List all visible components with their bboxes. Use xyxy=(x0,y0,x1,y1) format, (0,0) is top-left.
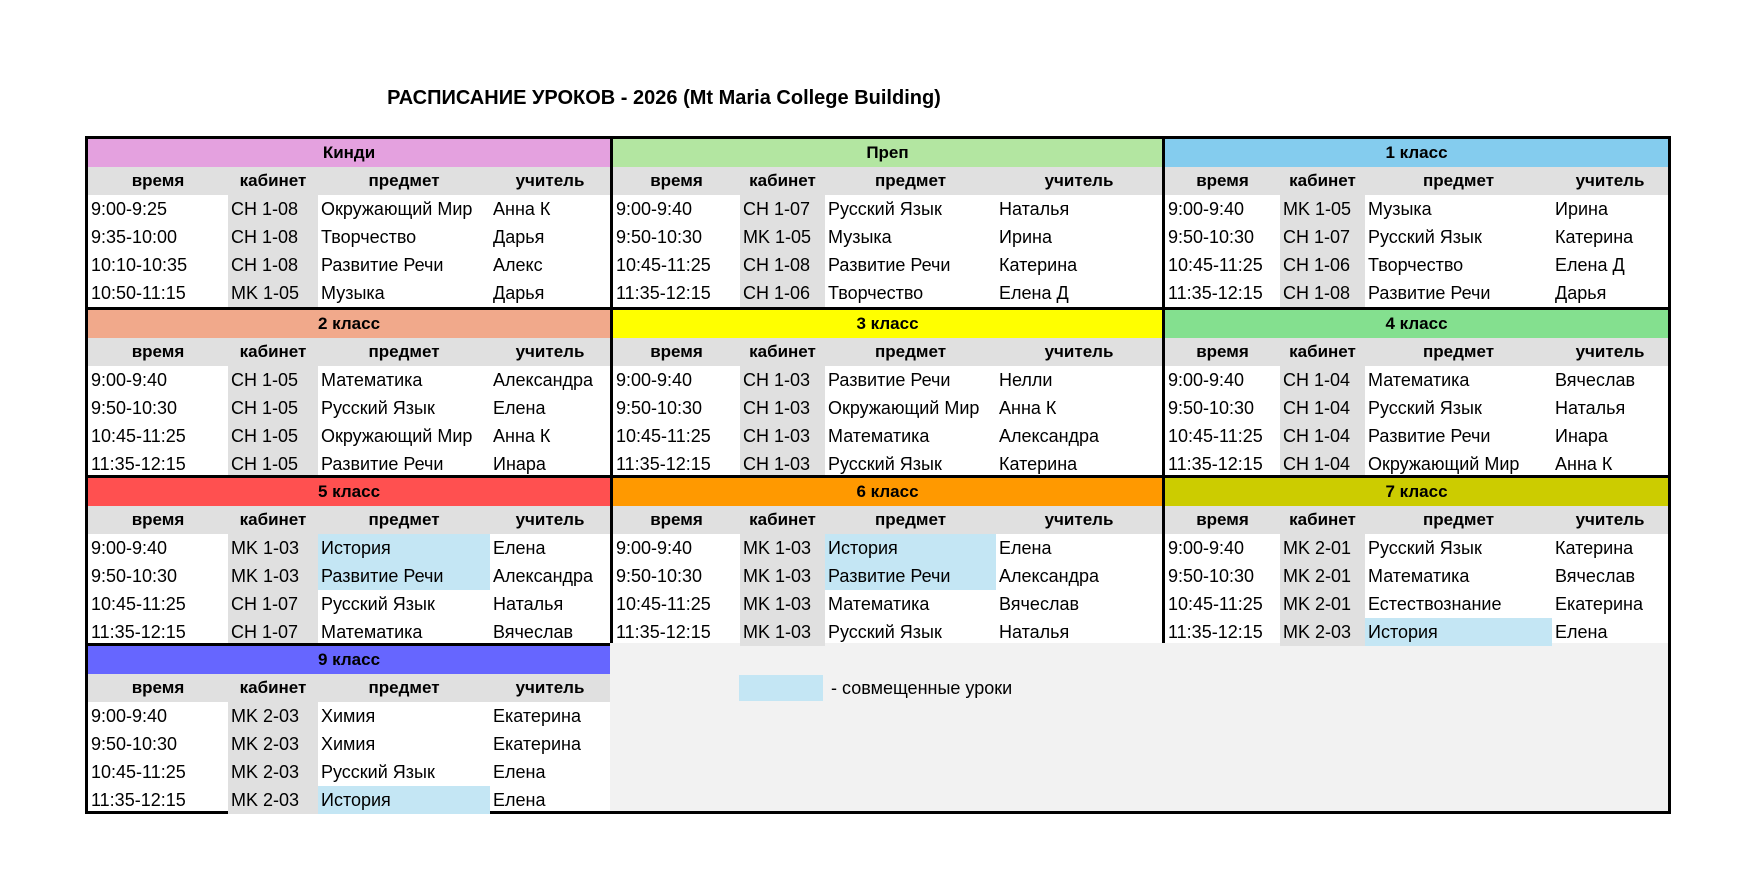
time-cell: 10:45-11:25 xyxy=(1168,255,1263,275)
room-cell: MK 2-03 xyxy=(228,786,318,814)
room-cell: MK 2-03 xyxy=(228,730,318,758)
class-block xyxy=(610,307,1162,475)
class-header: 3 класс xyxy=(613,310,1162,338)
subject-cell: Творчество xyxy=(828,283,924,303)
subject-cell: Русский Язык xyxy=(321,762,435,782)
table-row xyxy=(1165,450,1668,478)
teacher-cell: Катерина xyxy=(999,255,1078,275)
room-cell: MK 1-03 xyxy=(740,618,825,646)
room-cell: CH 1-03 xyxy=(740,366,825,394)
subject-cell: Музыка xyxy=(321,283,385,303)
table-row xyxy=(613,618,1162,646)
class-header: 5 класс xyxy=(88,478,610,506)
subject-cell: Математика xyxy=(1368,370,1470,390)
teacher-cell: Александра xyxy=(493,370,594,390)
column-header-row xyxy=(1165,506,1668,534)
column-header: кабинет xyxy=(239,678,307,697)
teacher-cell: Анна К xyxy=(999,398,1057,418)
class-block xyxy=(88,307,610,475)
subject-cell: Русский Язык xyxy=(321,594,435,614)
time-cell: 11:35-12:15 xyxy=(616,622,711,642)
table-row xyxy=(1165,590,1668,618)
column-header: время xyxy=(1196,342,1249,361)
time-cell: 9:00-9:40 xyxy=(91,706,168,726)
column-header: предмет xyxy=(1422,171,1495,190)
time-cell: 11:35-12:15 xyxy=(91,790,186,810)
table-row xyxy=(88,251,610,279)
subject-cell: Математика xyxy=(828,426,930,446)
room-cell: CH 1-05 xyxy=(228,450,318,478)
time-cell: 9:50-10:30 xyxy=(1168,227,1255,247)
subject-cell: Химия xyxy=(321,706,376,726)
column-header: учитель xyxy=(515,678,585,697)
column-header: кабинет xyxy=(239,342,307,361)
table-row xyxy=(613,366,1162,394)
column-header: кабинет xyxy=(1289,171,1356,190)
column-header: предмет xyxy=(1422,510,1495,529)
time-cell: 9:50-10:30 xyxy=(91,566,178,586)
room-cell: CH 1-04 xyxy=(1280,394,1365,422)
legend-text: - совмещенные уроки xyxy=(831,677,1013,698)
table-row xyxy=(88,223,610,251)
teacher-cell: Елена xyxy=(999,538,1052,558)
class-block xyxy=(1162,139,1668,307)
class-header: 7 класс xyxy=(1165,478,1668,506)
room-cell: MK 1-03 xyxy=(228,562,318,590)
teacher-cell: Дарья xyxy=(1555,283,1607,303)
column-header: учитель xyxy=(1044,510,1114,529)
schedule-grid xyxy=(85,136,1671,814)
table-row xyxy=(88,786,610,814)
subject-cell: Окружающий Мир xyxy=(321,426,473,446)
table-row xyxy=(613,394,1162,422)
table-row xyxy=(1165,394,1668,422)
time-cell: 9:50-10:30 xyxy=(616,398,703,418)
room-cell: CH 1-08 xyxy=(228,223,318,251)
table-row xyxy=(613,422,1162,450)
subject-cell: Естествознание xyxy=(1368,594,1502,614)
column-header: кабинет xyxy=(1289,510,1356,529)
column-header-row xyxy=(1165,338,1668,366)
subject-cell: Русский Язык xyxy=(1368,538,1482,558)
teacher-cell: Александра xyxy=(493,566,594,586)
subject-cell: Развитие Речи xyxy=(828,370,951,390)
teacher-cell: Инара xyxy=(493,454,546,474)
subject-cell: Развитие Речи xyxy=(1368,283,1491,303)
column-header-row xyxy=(88,674,610,702)
column-header: кабинет xyxy=(749,510,816,529)
teacher-cell: Екатерина xyxy=(1555,594,1643,614)
column-header-row xyxy=(88,167,610,195)
time-cell: 9:50-10:30 xyxy=(1168,398,1255,418)
subject-cell: История xyxy=(1365,618,1552,646)
teacher-cell: Вячеслав xyxy=(1555,566,1636,586)
column-header: время xyxy=(650,510,703,529)
table-row xyxy=(88,450,610,478)
room-cell: CH 1-08 xyxy=(228,251,318,279)
room-cell: CH 1-08 xyxy=(1280,279,1365,307)
room-cell: CH 1-07 xyxy=(228,590,318,618)
column-header: учитель xyxy=(1575,171,1645,190)
room-cell: CH 1-03 xyxy=(740,394,825,422)
teacher-cell: Ирина xyxy=(1555,199,1608,219)
table-row xyxy=(1165,251,1668,279)
time-cell: 9:00-9:25 xyxy=(91,199,168,219)
room-cell: MK 1-03 xyxy=(740,534,825,562)
table-row xyxy=(88,422,610,450)
time-cell: 9:00-9:40 xyxy=(616,538,693,558)
table-row xyxy=(613,562,1162,590)
subject-cell: Химия xyxy=(321,734,376,754)
table-row xyxy=(1165,618,1668,646)
time-cell: 10:45-11:25 xyxy=(91,426,186,446)
subject-cell: Творчество xyxy=(321,227,417,247)
time-cell: 10:45-11:25 xyxy=(91,594,186,614)
column-header: предмет xyxy=(368,171,440,190)
class-header: 6 класс xyxy=(613,478,1162,506)
column-header: время xyxy=(131,342,185,361)
subject-cell: История xyxy=(318,786,490,814)
subject-cell: Развитие Речи xyxy=(318,562,490,590)
class-block xyxy=(610,475,1162,643)
column-header: предмет xyxy=(368,510,440,529)
table-row xyxy=(1165,195,1668,223)
time-cell: 9:00-9:40 xyxy=(1168,199,1245,219)
time-cell: 11:35-12:15 xyxy=(91,622,186,642)
room-cell: MK 2-03 xyxy=(1280,618,1365,646)
time-cell: 9:00-9:40 xyxy=(91,370,168,390)
time-cell: 11:35-12:15 xyxy=(1168,454,1263,474)
column-header-row xyxy=(1165,167,1668,195)
legend xyxy=(739,674,1012,702)
subject-cell: Русский Язык xyxy=(828,454,942,474)
time-cell: 9:00-9:40 xyxy=(1168,538,1245,558)
subject-cell: Русский Язык xyxy=(321,398,435,418)
teacher-cell: Дарья xyxy=(493,227,545,247)
teacher-cell: Катерина xyxy=(1555,227,1634,247)
subject-cell: Русский Язык xyxy=(1368,227,1482,247)
teacher-cell: Елена xyxy=(493,762,546,782)
room-cell: CH 1-05 xyxy=(228,422,318,450)
time-cell: 11:35-12:15 xyxy=(1168,622,1263,642)
page-title: РАСПИСАНИЕ УРОКОВ - 2026 (Mt Maria College Building) xyxy=(387,87,941,109)
teacher-cell: Александра xyxy=(999,426,1100,446)
teacher-cell: Катерина xyxy=(1555,538,1634,558)
room-cell: CH 1-06 xyxy=(1280,251,1365,279)
teacher-cell: Елена xyxy=(493,538,546,558)
class-block xyxy=(1162,475,1668,643)
class-header: Кинди xyxy=(88,139,610,167)
legend-swatch xyxy=(739,675,823,701)
teacher-cell: Вячеслав xyxy=(999,594,1080,614)
subject-cell: История xyxy=(825,534,996,562)
column-header-row xyxy=(613,506,1162,534)
teacher-cell: Анна К xyxy=(493,199,551,219)
column-header: кабинет xyxy=(239,171,307,190)
class-header: 4 класс xyxy=(1165,310,1668,338)
column-header-row xyxy=(613,167,1162,195)
time-cell: 9:00-9:40 xyxy=(616,199,693,219)
teacher-cell: Вячеслав xyxy=(493,622,574,642)
teacher-cell: Елена xyxy=(493,398,546,418)
table-row xyxy=(613,590,1162,618)
room-cell: CH 1-08 xyxy=(740,251,825,279)
table-row xyxy=(613,279,1162,307)
teacher-cell: Анна К xyxy=(1555,454,1613,474)
time-cell: 9:50-10:30 xyxy=(1168,566,1255,586)
room-cell: CH 1-06 xyxy=(740,279,825,307)
subject-cell: Русский Язык xyxy=(828,199,942,219)
column-header: предмет xyxy=(368,678,440,697)
room-cell: MK 1-03 xyxy=(740,562,825,590)
teacher-cell: Екатерина xyxy=(493,734,581,754)
time-cell: 11:35-12:15 xyxy=(616,454,711,474)
time-cell: 9:50-10:30 xyxy=(91,734,178,754)
room-cell: MK 1-05 xyxy=(740,223,825,251)
time-cell: 9:35-10:00 xyxy=(91,227,178,247)
table-row xyxy=(88,590,610,618)
table-row xyxy=(88,618,610,646)
table-row xyxy=(88,702,610,730)
table-row xyxy=(88,730,610,758)
column-header: предмет xyxy=(874,342,947,361)
subject-cell: Математика xyxy=(321,622,423,642)
room-cell: CH 1-07 xyxy=(740,195,825,223)
table-row xyxy=(613,251,1162,279)
column-header: учитель xyxy=(515,342,585,361)
time-cell: 11:35-12:15 xyxy=(1168,283,1263,303)
teacher-cell: Вячеслав xyxy=(1555,370,1636,390)
column-header: учитель xyxy=(515,510,585,529)
column-header-row xyxy=(88,506,610,534)
room-cell: MK 1-05 xyxy=(1280,195,1365,223)
column-header: кабинет xyxy=(1289,342,1356,361)
table-row xyxy=(88,195,610,223)
time-cell: 9:50-10:30 xyxy=(616,227,703,247)
subject-cell: Русский Язык xyxy=(828,622,942,642)
room-cell: CH 1-07 xyxy=(1280,223,1365,251)
room-cell: CH 1-04 xyxy=(1280,422,1365,450)
room-cell: CH 1-04 xyxy=(1280,450,1365,478)
column-header: время xyxy=(1196,510,1249,529)
class-block xyxy=(1162,307,1668,475)
column-header-row xyxy=(613,338,1162,366)
class-block xyxy=(88,475,610,643)
time-cell: 10:45-11:25 xyxy=(616,594,711,614)
time-cell: 9:00-9:40 xyxy=(91,538,168,558)
table-row xyxy=(88,758,610,786)
table-row xyxy=(88,279,610,307)
teacher-cell: Елена xyxy=(493,790,546,810)
table-row xyxy=(88,394,610,422)
column-header: время xyxy=(1196,171,1249,190)
column-header: предмет xyxy=(874,510,947,529)
time-cell: 10:45-11:25 xyxy=(91,762,186,782)
room-cell: MK 1-03 xyxy=(228,534,318,562)
teacher-cell: Катерина xyxy=(999,454,1078,474)
table-row xyxy=(1165,279,1668,307)
time-cell: 9:50-10:30 xyxy=(616,566,703,586)
time-cell: 10:45-11:25 xyxy=(616,426,711,446)
subject-cell: Музыка xyxy=(828,227,892,247)
table-row xyxy=(613,195,1162,223)
time-cell: 10:45-11:25 xyxy=(1168,594,1263,614)
class-header: 1 класс xyxy=(1165,139,1668,167)
subject-cell: Окружающий Мир xyxy=(1368,454,1520,474)
time-cell: 10:50-11:15 xyxy=(91,283,186,303)
subject-cell: Развитие Речи xyxy=(1368,426,1491,446)
room-cell: MK 2-03 xyxy=(228,702,318,730)
teacher-cell: Елена xyxy=(1555,622,1608,642)
room-cell: CH 1-05 xyxy=(228,366,318,394)
subject-cell: Математика xyxy=(828,594,930,614)
column-header: время xyxy=(131,510,185,529)
time-cell: 10:45-11:25 xyxy=(1168,426,1263,446)
class-block xyxy=(88,139,610,307)
room-cell: MK 2-01 xyxy=(1280,590,1365,618)
teacher-cell: Алекс xyxy=(493,255,543,275)
column-header: кабинет xyxy=(239,510,307,529)
time-cell: 9:00-9:40 xyxy=(1168,370,1245,390)
teacher-cell: Дарья xyxy=(493,283,545,303)
teacher-cell: Екатерина xyxy=(493,706,581,726)
column-header: время xyxy=(650,171,703,190)
subject-cell: Творчество xyxy=(1368,255,1464,275)
subject-cell: Развитие Речи xyxy=(321,255,444,275)
table-row xyxy=(613,534,1162,562)
column-header: предмет xyxy=(1422,342,1495,361)
table-row xyxy=(613,450,1162,478)
subject-cell: Окружающий Мир xyxy=(828,398,980,418)
subject-cell: Развитие Речи xyxy=(828,255,951,275)
table-row xyxy=(88,562,610,590)
room-cell: CH 1-07 xyxy=(228,618,318,646)
teacher-cell: Ирина xyxy=(999,227,1052,247)
table-row xyxy=(88,534,610,562)
table-row xyxy=(88,366,610,394)
teacher-cell: Инара xyxy=(1555,426,1608,446)
time-cell: 10:45-11:25 xyxy=(616,255,711,275)
time-cell: 10:10-10:35 xyxy=(91,255,188,275)
table-row xyxy=(1165,366,1668,394)
time-cell: 11:35-12:15 xyxy=(616,283,711,303)
column-header: время xyxy=(650,342,703,361)
table-row xyxy=(1165,534,1668,562)
room-cell: CH 1-05 xyxy=(228,394,318,422)
time-cell: 9:00-9:40 xyxy=(616,370,693,390)
table-row xyxy=(1165,422,1668,450)
subject-cell: Математика xyxy=(321,370,423,390)
column-header: кабинет xyxy=(749,342,816,361)
table-row xyxy=(1165,562,1668,590)
time-cell: 11:35-12:15 xyxy=(91,454,186,474)
room-cell: MK 1-03 xyxy=(740,590,825,618)
class-header: Преп xyxy=(613,139,1162,167)
column-header: учитель xyxy=(515,171,585,190)
column-header: предмет xyxy=(368,342,440,361)
room-cell: CH 1-03 xyxy=(740,422,825,450)
subject-cell: Музыка xyxy=(1368,199,1432,219)
class-block xyxy=(610,139,1162,307)
room-cell: CH 1-03 xyxy=(740,450,825,478)
column-header-row xyxy=(88,338,610,366)
column-header: учитель xyxy=(1044,342,1114,361)
subject-cell: Русский Язык xyxy=(1368,398,1482,418)
teacher-cell: Наталья xyxy=(999,199,1070,219)
column-header: время xyxy=(131,171,185,190)
teacher-cell: Анна К xyxy=(493,426,551,446)
time-cell: 9:50-10:30 xyxy=(91,398,178,418)
subject-cell: Математика xyxy=(1368,566,1470,586)
teacher-cell: Елена Д xyxy=(1555,255,1625,275)
table-row xyxy=(613,223,1162,251)
column-header: время xyxy=(131,678,185,697)
teacher-cell: Наталья xyxy=(493,594,564,614)
room-cell: MK 2-01 xyxy=(1280,534,1365,562)
teacher-cell: Александра xyxy=(999,566,1100,586)
column-header: учитель xyxy=(1575,342,1645,361)
class-header: 9 класс xyxy=(88,646,610,674)
subject-cell: Развитие Речи xyxy=(825,562,996,590)
room-cell: MK 2-03 xyxy=(228,758,318,786)
teacher-cell: Наталья xyxy=(999,622,1070,642)
table-row xyxy=(1165,223,1668,251)
column-header: кабинет xyxy=(749,171,816,190)
teacher-cell: Елена Д xyxy=(999,283,1069,303)
room-cell: CH 1-08 xyxy=(228,195,318,223)
room-cell: MK 1-05 xyxy=(228,279,318,307)
column-header: учитель xyxy=(1575,510,1645,529)
class-block xyxy=(88,643,610,811)
room-cell: MK 2-01 xyxy=(1280,562,1365,590)
column-header: предмет xyxy=(874,171,947,190)
subject-cell: Окружающий Мир xyxy=(321,199,473,219)
subject-cell: Развитие Речи xyxy=(321,454,444,474)
column-header: учитель xyxy=(1044,171,1114,190)
subject-cell: История xyxy=(318,534,490,562)
class-header: 2 класс xyxy=(88,310,610,338)
teacher-cell: Нелли xyxy=(999,370,1053,390)
teacher-cell: Наталья xyxy=(1555,398,1626,418)
room-cell: CH 1-04 xyxy=(1280,366,1365,394)
